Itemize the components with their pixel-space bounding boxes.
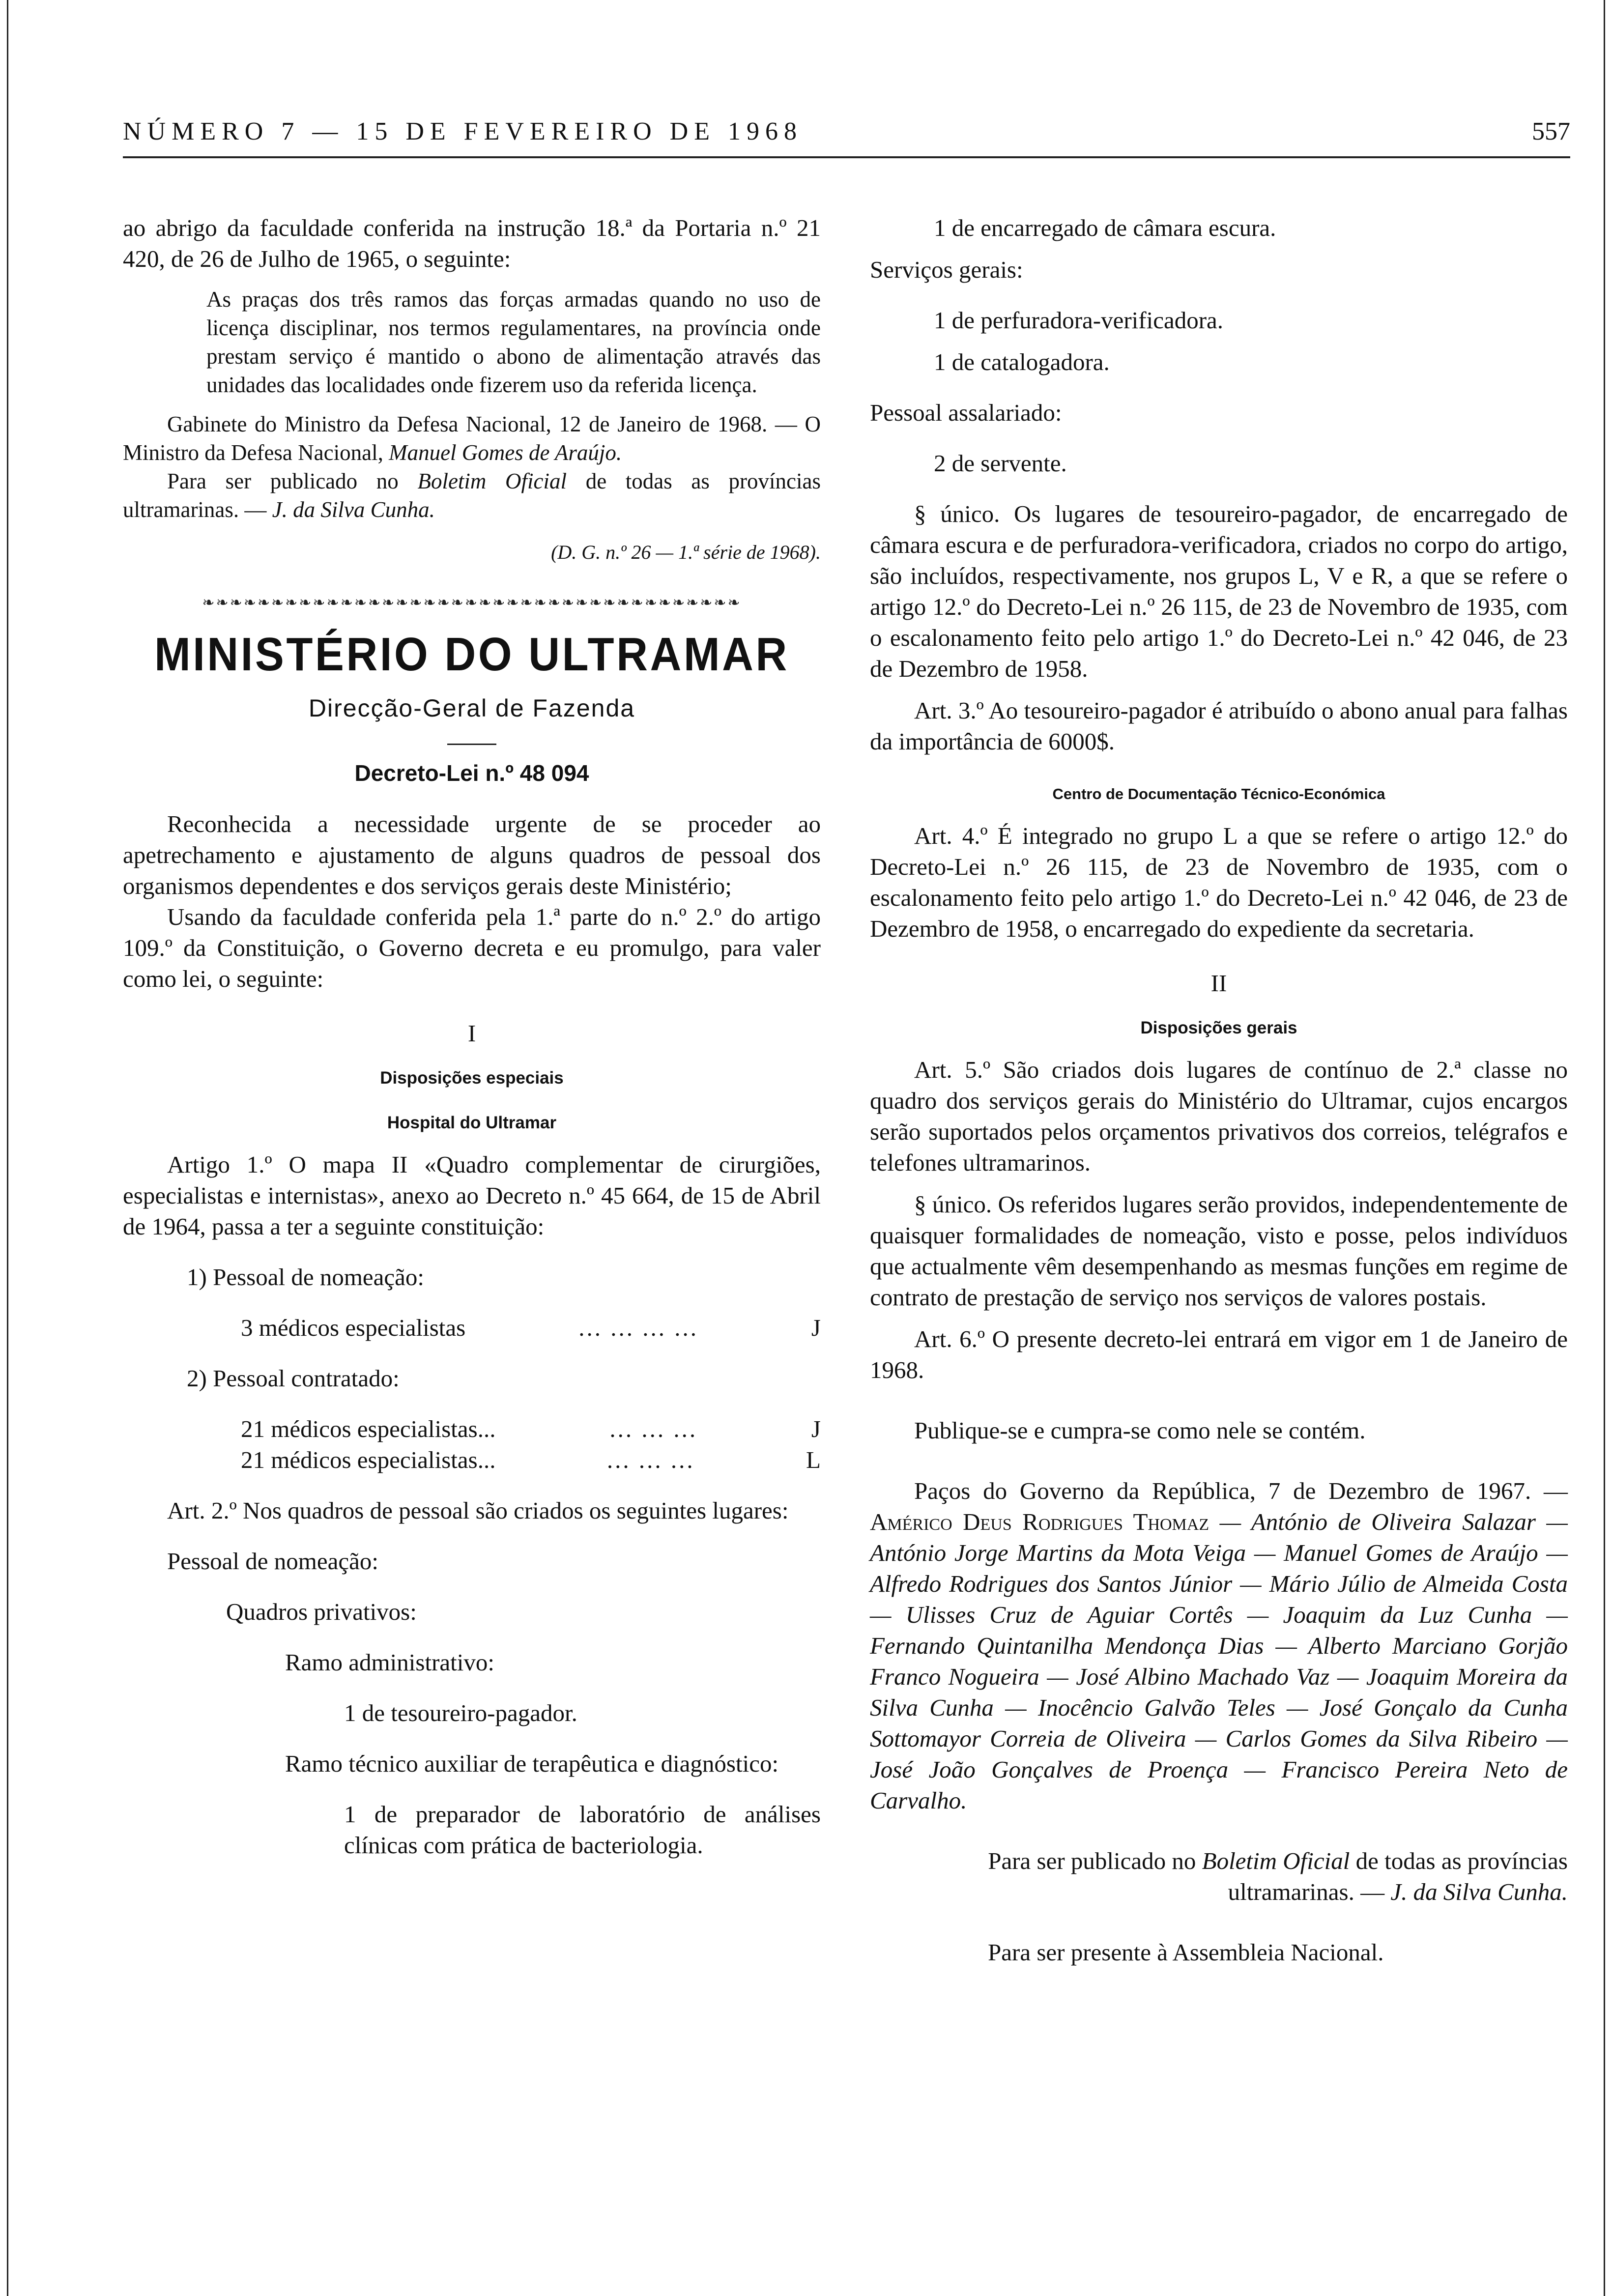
- assembleia-line: Para ser presente à Assembleia Nacional.: [988, 1939, 1384, 1966]
- hospital-title: Hospital do Ultramar: [387, 1113, 557, 1132]
- directorate-title: Direcção-Geral de Fazenda: [308, 694, 635, 722]
- item-2-row: [241, 1413, 821, 1444]
- publish-text-left: Para ser publicado no: [167, 469, 399, 493]
- publique-line: Publique-se e cumpra-se como nele se contém.: [914, 1417, 1366, 1444]
- article-6: Art. 6.º O presente decreto-lei entrará em vigor em 1 de Janeiro de 1968.: [870, 1325, 1568, 1383]
- publish-signature-left: J. da Silva Cunha.: [272, 497, 435, 522]
- right-column: [870, 212, 1568, 1968]
- item-1-code: J: [811, 1314, 821, 1341]
- item-2-row: [241, 1444, 821, 1475]
- item-2-row-2-text: 21 médicos especialistas...: [241, 1446, 496, 1473]
- intro-paragraph: ao abrigo da faculdade conferida na instrução 18.ª da Portaria n.º 21 420, de 26 de Julho de 1965, o seguinte:: [123, 214, 821, 272]
- item-2-label: 2) Pessoal contratado:: [187, 1365, 400, 1392]
- publish-title-left: Boletim Oficial: [417, 469, 567, 493]
- unico-2: § único. Os referidos lugares serão providos, independentemente de quaisquer formalidades de nomeação, visto e posse, pelos indivíduos que actualmente vêm desempenhando as mesmas funções em regime de contrato de prestação de serviço nos serviços de valores postais.: [870, 1191, 1568, 1311]
- servente-item: 2 de servente.: [934, 450, 1067, 477]
- left-column: [123, 212, 821, 1861]
- source-note: (D. G. n.º 26 — 1.ª série de 1968).: [551, 541, 821, 563]
- tesoureiro-item: 1 de tesoureiro-pagador.: [344, 1699, 577, 1726]
- page-header: [123, 112, 1570, 158]
- publish-rest-left: de todas as províncias ultramarinas. —: [123, 469, 821, 522]
- short-rule: [447, 744, 496, 745]
- ornament-divider: ❧❧❧❧❧❧❧❧❧❧❧❧❧❧❧❧❧❧❧❧❧❧❧❧❧❧❧❧❧❧❧❧❧❧❧❧❧❧❧: [202, 595, 742, 611]
- pessoal-assalariado: Pessoal assalariado:: [870, 399, 1062, 426]
- article-3: Art. 3.º Ao tesoureiro-pagador é atribuído o abono anual para falhas da importância de 6000$.: [870, 697, 1568, 755]
- publish-signature-right: J. da Silva Cunha.: [1390, 1878, 1568, 1905]
- item-1-text: 3 médicos especialistas: [241, 1314, 466, 1341]
- publish-rest-right: de todas as províncias ultramarinas. —: [1228, 1847, 1568, 1905]
- item-1-row: [241, 1312, 821, 1343]
- publish-note-left: [123, 467, 821, 524]
- item-2-row-1-text: 21 médicos especialistas...: [241, 1415, 496, 1442]
- item-1-label: 1) Pessoal de nomeação:: [187, 1263, 425, 1291]
- quadros-privativos: Quadros privativos:: [226, 1598, 417, 1625]
- item-2-row-1-code: J: [811, 1415, 821, 1442]
- ministry-title: MINISTÉRIO DO ULTRAMAR: [154, 628, 789, 681]
- article-4: Art. 4.º É integrado no grupo L a que se refere o artigo 12.º do Decreto-Lei n.º 26 115, de 23 de Novembro de 1935, com o escalonamento feito pelo artigo 1.º do Decreto-Lei n.º 42 046, de 23 de Dezembro de 1958, o encarregado do expediente da secretaria.: [870, 822, 1568, 942]
- item-1-dots: ... ... ... ...: [578, 1314, 698, 1341]
- gabinete-paragraph: [123, 410, 821, 467]
- page-number: 557: [1532, 117, 1570, 145]
- article-5: Art. 5.º São criados dois lugares de contínuo de 2.ª classe no quadro dos serviços gerais do Ministério do Ultramar, cujos encargos serão suportados pelos orçamentos privativos dos correios, telégrafos e telefones ultramarinos.: [870, 1056, 1568, 1176]
- article-2: Art. 2.º Nos quadros de pessoal são criados os seguintes lugares:: [167, 1497, 789, 1524]
- camara-item: 1 de encarregado de câmara escura.: [934, 214, 1276, 241]
- issue-title: NÚMERO 7 — 15 DE FEVEREIRO DE 1968: [123, 117, 803, 145]
- section-2-number: II: [1210, 970, 1227, 997]
- item-2-row-2-dots: ... ... ...: [606, 1446, 695, 1473]
- section-2-title: Disposições gerais: [1140, 1018, 1297, 1037]
- pacos-paragraph: [870, 1475, 1568, 1816]
- ramo-administrativo: Ramo administrativo:: [285, 1649, 494, 1676]
- decree-title: Decreto-Lei n.º 48 094: [354, 760, 589, 786]
- quoted-provision: As praças dos três ramos das forças armadas quando no uso de licença disciplinar, nos termos regulamentares, na província onde prestam serviço é mantido o abono de alimentação através das unidades das localidades onde fizerem uso da referida licença.: [206, 287, 821, 397]
- pacos-signatories: — António de Oliveira Salazar — António Jorge Martins da Mota Veiga — Manuel Gomes de Araújo — Alfredo Rodrigues dos Santos Júnior — Mário Júlio de Almeida Costa — Ulisses Cruz de Aguiar Cortês — Joaquim da Luz Cunha — Fernando Quintanilha Mendonça Dias — Alberto Marciano Gorjão Franco Nogueira — José Albino Machado Vaz — Joaquim Moreira da Silva Cunha — Inocêncio Galvão Teles — José Gonçalo da Cunha Sottomayor Correia de Oliveira — Carlos Gomes da Silva Ribeiro — José João Gonçalves de Proença — Francisco Pereira Neto de Carvalho.: [870, 1508, 1568, 1814]
- publish-title-right: Boletim Oficial: [1202, 1847, 1350, 1874]
- section-1-number: I: [467, 1020, 476, 1047]
- preamble-1: Reconhecida a necessidade urgente de se proceder ao apetrechamento e ajustamento de alguns quadros de pessoal dos organismos dependentes e dos serviços gerais deste Ministério;: [123, 810, 821, 899]
- publish-note-right: [870, 1845, 1568, 1907]
- preparador-item: 1 de preparador de laboratório de análises clínicas com prática de bacteriologia.: [344, 1801, 821, 1859]
- servicos-gerais: Serviços gerais:: [870, 256, 1023, 283]
- item-2-row-1-dots: ... ... ...: [609, 1415, 698, 1442]
- item-2-row-2-code: L: [806, 1446, 821, 1473]
- ramo-tecnico: Ramo técnico auxiliar de terapêutica e diagnóstico:: [285, 1750, 779, 1777]
- section-1-title: Disposições especiais: [380, 1068, 564, 1088]
- article-1: Artigo 1.º O mapa II «Quadro complementar de cirurgiões, especialistas e internistas», anexo ao Decreto n.º 45 664, de 15 de Abril de 1964, passa a ter a seguinte constituição:: [123, 1151, 821, 1240]
- publish-text-right: Para ser publicado no: [988, 1847, 1196, 1874]
- catalogadora-item: 1 de catalogadora.: [934, 348, 1110, 375]
- pacos-president: Américo Deus Rodrigues Thomaz: [870, 1508, 1209, 1535]
- gabinete-signature: Manuel Gomes de Araújo.: [389, 440, 622, 465]
- unico-1: § único. Os lugares de tesoureiro-pagador, de encarregado de câmara escura e de perfuradora-verificadora, criados no corpo do artigo, são incluídos, respectivamente, nos grupos L, V e R, a que se refere o artigo 12.º do Decreto-Lei n.º 26 115, de 23 de Novembro de 1935, com o escalonamento feito pelo artigo 1.º do Decreto-Lei n.º 42 046, de 23 de Dezembro de 1958.: [870, 500, 1568, 682]
- preamble-2: Usando da faculdade conferida pela 1.ª parte do n.º 2.º do artigo 109.º da Constituição, o Governo decreta e eu promulgo, para valer como lei, o seguinte:: [123, 903, 821, 992]
- pacos-text: Paços do Governo da República, 7 de Dezembro de 1967. —: [914, 1477, 1568, 1504]
- gabinete-text: Gabinete do Ministro da Defesa Nacional, 12 de Janeiro de 1968. — O Ministro da Defesa Nacional,: [123, 412, 821, 465]
- pessoal-nomeacao: Pessoal de nomeação:: [167, 1548, 378, 1575]
- perfuradora-item: 1 de perfuradora-verificadora.: [934, 307, 1224, 334]
- centro-title: Centro de Documentação Técnico-Económica: [1052, 785, 1385, 803]
